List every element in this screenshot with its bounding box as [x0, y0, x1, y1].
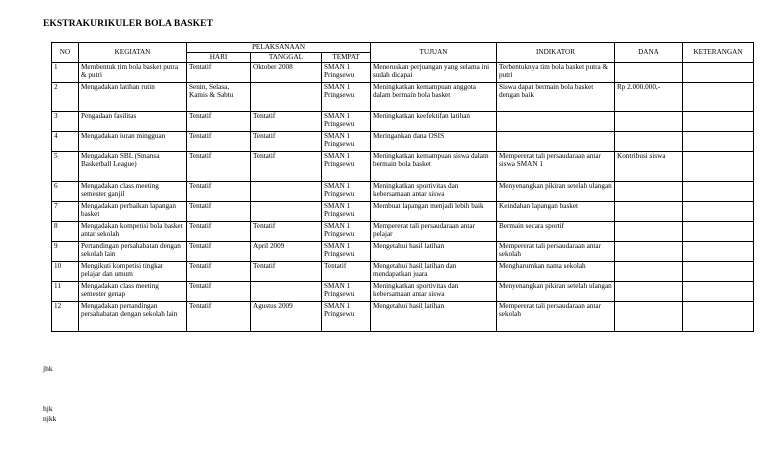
cell-kegiatan: Pertandingan persahabatan dengan sekolah lain: [79, 242, 187, 262]
cell-no: 1: [52, 63, 79, 83]
cell-no: 3: [52, 112, 79, 132]
cell-keterangan: [683, 152, 754, 182]
cell-dana: Rp 2.000.000,-: [615, 83, 683, 112]
cell-hari: Tentatif: [187, 152, 251, 182]
cell-no: 10: [52, 262, 79, 282]
cell-dana: [615, 202, 683, 222]
cell-tempat: Tentatif: [322, 262, 371, 282]
cell-no: 11: [52, 282, 79, 302]
cell-tanggal: Tentatif: [251, 262, 322, 282]
cell-tanggal: Tentatif: [251, 152, 322, 182]
cell-indikator: Siswa dapat bermain bola basket dengan baik: [497, 83, 615, 112]
table-row: [52, 112, 754, 132]
cell-kegiatan: Membentuk tim bola basket putra & putri: [79, 63, 187, 83]
cell-tujuan: Meningkatkan kemampuan anggota dalam bermain bola basket: [371, 83, 497, 112]
cell-kegiatan: Mengadakan class meeting semester genap: [79, 282, 187, 302]
cell-dana: [615, 282, 683, 302]
cell-dana: [615, 182, 683, 202]
table-row: [52, 222, 754, 242]
note-2: hjk: [43, 404, 53, 413]
table-row: [52, 132, 754, 152]
cell-tempat: SMAN 1 Pringsewu: [322, 83, 371, 112]
table-row: [52, 83, 754, 112]
cell-hari: Tentatif: [187, 112, 251, 132]
cell-tanggal: [251, 202, 322, 222]
header-keterangan: KETERANGAN: [683, 43, 754, 63]
cell-tanggal: Oktober 2008: [251, 63, 322, 83]
header-tempat: TEMPAT: [322, 53, 371, 63]
cell-no: 7: [52, 202, 79, 222]
cell-tempat: SMAN 1 Pringsewu: [322, 202, 371, 222]
cell-hari: Tentatif: [187, 302, 251, 332]
table-row: [52, 202, 754, 222]
cell-indikator: Mempererat tali persaudaraan antar sekolah: [497, 242, 615, 262]
cell-dana: [615, 112, 683, 132]
table-body: [52, 63, 754, 332]
cell-hari: Tentatif: [187, 182, 251, 202]
cell-indikator: Menyenangkan pikiran setelah ulangan: [497, 282, 615, 302]
cell-tujuan: Mengetahui hasil latihan: [371, 242, 497, 262]
cell-dana: [615, 63, 683, 83]
cell-tempat: SMAN 1 Pringsewu: [322, 152, 371, 182]
table-row: [52, 242, 754, 262]
cell-no: 5: [52, 152, 79, 182]
cell-indikator: [497, 112, 615, 132]
table-row: [52, 63, 754, 83]
cell-keterangan: [683, 262, 754, 282]
cell-tempat: SMAN 1 Pringsewu: [322, 282, 371, 302]
table-row: [52, 262, 754, 282]
cell-tujuan: Meringankan dana OSIS: [371, 132, 497, 152]
cell-kegiatan: Mengadakan latihan rutin: [79, 83, 187, 112]
cell-keterangan: [683, 83, 754, 112]
cell-tujuan: Mengetahui hasil latihan: [371, 302, 497, 332]
cell-keterangan: [683, 132, 754, 152]
cell-tempat: SMAN 1 Pringsewu: [322, 302, 371, 332]
header-no: NO: [52, 43, 79, 63]
cell-kegiatan: Mengadakan kompetisi bola basket antar sekolah: [79, 222, 187, 242]
cell-indikator: Keindahan lapangan basket: [497, 202, 615, 222]
cell-keterangan: [683, 302, 754, 332]
cell-tanggal: Tentatif: [251, 112, 322, 132]
cell-indikator: Mengharumkan nama sekolah: [497, 262, 615, 282]
cell-tujuan: Meningkatkan sportivitas dan kebersamaan antar siswa: [371, 282, 497, 302]
document-title: EKSTRAKURIKULER BOLA BASKET: [43, 19, 214, 29]
cell-tanggal: Tentatif: [251, 132, 322, 152]
cell-kegiatan: Pengadaan fasilitas: [79, 112, 187, 132]
cell-dana: Kontribusi siswa: [615, 152, 683, 182]
cell-kegiatan: Mengikuti kompetisi tingkat pelajar dan umum: [79, 262, 187, 282]
cell-no: 6: [52, 182, 79, 202]
table-row: [52, 302, 754, 332]
cell-kegiatan: Mengadakan iuran mingguan: [79, 132, 187, 152]
cell-keterangan: [683, 282, 754, 302]
cell-indikator: Bermain secara sportif: [497, 222, 615, 242]
cell-kegiatan: Mengadakan pertandingan persahabatan dengan sekolah lain: [79, 302, 187, 332]
table-row: [52, 282, 754, 302]
header-hari: HARI: [187, 53, 251, 63]
cell-tanggal: [251, 182, 322, 202]
cell-tujuan: Membuat lapangan menjadi lebih baik: [371, 202, 497, 222]
cell-tanggal: Agustus 2009: [251, 302, 322, 332]
cell-tanggal: [251, 282, 322, 302]
cell-hari: Tentatif: [187, 242, 251, 262]
note-1: jhk: [43, 364, 53, 373]
cell-kegiatan: Mengadakan class meeting semester ganjil: [79, 182, 187, 202]
table-row: [52, 182, 754, 202]
cell-tanggal: Tentatif: [251, 222, 322, 242]
cell-hari: Tentatif: [187, 282, 251, 302]
cell-tujuan: Meningkatkan kemampuan siswa dalam bermain bola basket: [371, 152, 497, 182]
cell-tempat: SMAN 1 Pringsewu: [322, 112, 371, 132]
header-tujuan: TUJUAN: [371, 43, 497, 63]
cell-keterangan: [683, 182, 754, 202]
cell-no: 2: [52, 83, 79, 112]
cell-no: 9: [52, 242, 79, 262]
header-dana: DANA: [615, 43, 683, 63]
cell-hari: Senin, Selasa, Kamis & Sabtu: [187, 83, 251, 112]
cell-hari: Tentatif: [187, 63, 251, 83]
cell-indikator: Terbentuknya tim bola basket putra & putri: [497, 63, 615, 83]
cell-dana: [615, 222, 683, 242]
cell-dana: [615, 302, 683, 332]
cell-kegiatan: Mengadakan perbaikan lapangan basket: [79, 202, 187, 222]
cell-indikator: Menyenangkan pikiran setelah ulangan: [497, 182, 615, 202]
cell-no: 4: [52, 132, 79, 152]
cell-hari: Tentatif: [187, 202, 251, 222]
table-row: [52, 152, 754, 182]
activity-table: [51, 42, 754, 332]
header-indikator: INDIKATOR: [497, 43, 615, 63]
cell-keterangan: [683, 112, 754, 132]
cell-tanggal: April 2009: [251, 242, 322, 262]
cell-indikator: Mempererat tali persaudaraan antar siswa SMAN 1: [497, 152, 615, 182]
cell-tempat: SMAN 1 Pringsewu: [322, 182, 371, 202]
cell-hari: Tentatif: [187, 262, 251, 282]
cell-indikator: Mempererat tali persaudaraan antar sekolah: [497, 302, 615, 332]
header-pelaksanaan: PELAKSANAAN: [187, 43, 371, 53]
cell-tanggal: [251, 83, 322, 112]
cell-tempat: SMAN 1 Pringsewu: [322, 63, 371, 83]
cell-tujuan: Mengetahui hasil latihan dan mendapatkan juara: [371, 262, 497, 282]
cell-tempat: SMAN 1 Pringsewu: [322, 132, 371, 152]
header-kegiatan: KEGIATAN: [79, 43, 187, 63]
cell-tempat: SMAN 1 Pringsewu: [322, 222, 371, 242]
cell-keterangan: [683, 202, 754, 222]
note-3: njkk: [43, 414, 57, 423]
cell-dana: [615, 132, 683, 152]
cell-keterangan: [683, 222, 754, 242]
cell-tujuan: Meningkatkan sportivitas dan kebersamaan antar siswa: [371, 182, 497, 202]
cell-keterangan: [683, 63, 754, 83]
cell-tujuan: Meningkatkan keefektifan latihan: [371, 112, 497, 132]
cell-tujuan: Meneruskan perjuangan yang selama ini sudah dicapai: [371, 63, 497, 83]
cell-kegiatan: Mengadakan SBL (Smansa Basketball League): [79, 152, 187, 182]
cell-keterangan: [683, 242, 754, 262]
cell-hari: Tentatif: [187, 132, 251, 152]
cell-hari: Tentatif: [187, 222, 251, 242]
cell-no: 8: [52, 222, 79, 242]
header-tanggal: TANGGAL: [251, 53, 322, 63]
cell-tujuan: Mempererat tali persaudaraan antar pelajar: [371, 222, 497, 242]
cell-dana: [615, 262, 683, 282]
cell-no: 12: [52, 302, 79, 332]
cell-dana: [615, 242, 683, 262]
cell-indikator: [497, 132, 615, 152]
cell-tempat: SMAN 1 Pringsewu: [322, 242, 371, 262]
